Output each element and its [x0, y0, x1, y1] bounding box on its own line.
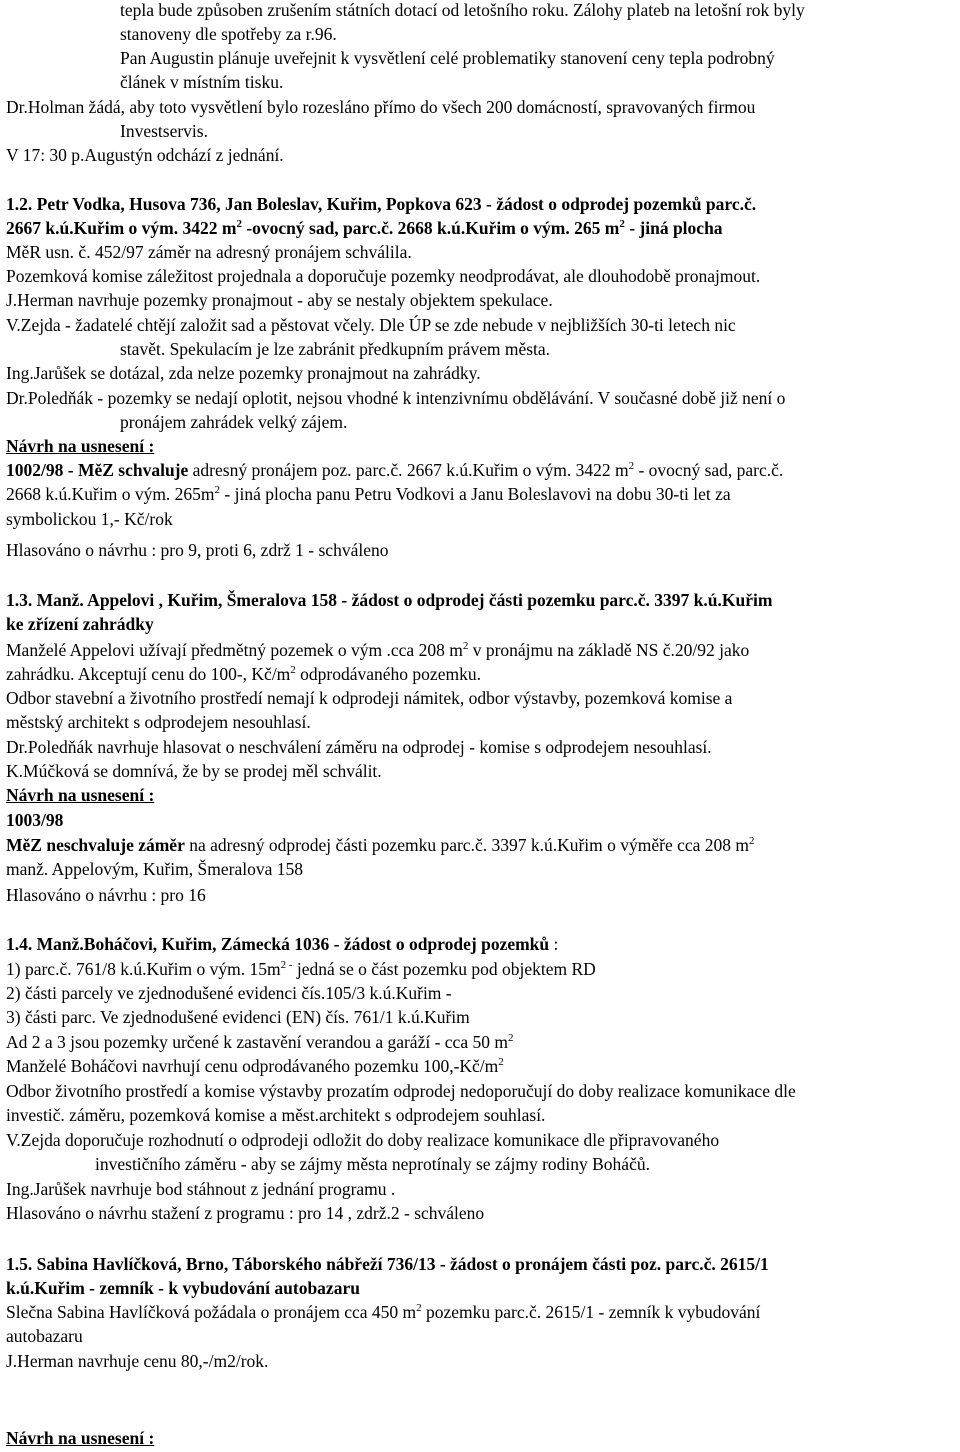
paragraph: Dr.Poledňák - pozemky se nedají oplotit, nejsou vhodné k intenzivnímu obdělávání. V současné době již není o pronájem zahrádek velký zájem. — [6, 388, 786, 433]
paragraph: Slečna Sabina Havlíčková požádala o pronájem cca 450 $m^2$ pozemku parc.č. 2615/1 - zemník k vybudování autobazaru — [6, 1302, 761, 1347]
paragraph: Manželé Appelovi užívají předmětný pozemek o vým .cca 208 $m^2$ v pronájmu na základě NS č.20/92 jako zahrádku. Akceptují cenu do 100-, $Kč/m^2$ odprodávaného pozemku. — [6, 640, 750, 685]
vote-result: Hlasováno o návrhu : pro 9, proti 6, zdrž 1 - schváleno — [6, 540, 389, 560]
list-item: 1) parc.č. 761/8 k.ú.Kuřim o vým. $15m^{2 -}$ jedná se o část pozemku pod objektem RD — [6, 959, 596, 979]
paragraph: Ing.Jarůšek se dotázal, zda nelze pozemky pronajmout na zahrádky. — [6, 363, 481, 383]
resolution-text: MěZ neschvaluje záměr na adresný odprodej části pozemku parc.č. 3397 k.ú.Kuřim o výměře cca 208 $m^2$ manž. Appelovým, Kuřim, Šmeralova 158 — [6, 835, 755, 880]
list-item: 2) části parcely ve zjednodušené evidenci čís.105/3 k.ú.Kuřim - — [6, 983, 452, 1003]
paragraph: Pozemková komise záležitost projednala a doporučuje pozemky neodprodávat, ale dlouhodobě pronajmout. — [6, 266, 761, 286]
proposal-heading: Návrh na usnesení : — [6, 1428, 155, 1448]
paragraph: Ad 2 a 3 jsou pozemky určené k zastavění verandou a garáží - cca 50 $m^2$ — [6, 1032, 514, 1052]
section-heading: 1.2. Petr Vodka, Husova 736, Jan Boleslav, Kuřim, Popkova 623 - žádost o odprodej pozemků parc.č. 2667 k.ú.Kuřim o vým. 3422 $m^2$ -ovocný sad, parc.č. 2668 k.ú.Kuřim o vým. 265 $m^2$ - jiná plocha — [6, 194, 757, 239]
paragraph: Odbor životního prostředí a komise výstavby prozatím odprodej nedoporučují do doby realizace komunikace dle investič. záměru, pozemková komise a měst.architekt s odprodejem souhlasí. — [6, 1081, 796, 1126]
vote-result: Hlasováno o návrhu : pro 16 — [6, 885, 206, 905]
proposal-heading: Návrh na usnesení : — [6, 436, 155, 456]
section-heading: 1.4. Manž.Boháčovi, Kuřim, Zámecká 1036 - žádost o odprodej pozemků : — [6, 934, 559, 954]
paragraph: MěR usn. č. 452/97 záměr na adresný pronájem schválila. — [6, 242, 412, 262]
paragraph: J.Herman navrhuje pozemky pronajmout - aby se nestaly objektem spekulace. — [6, 290, 553, 310]
paragraph: tepla bude způsoben zrušením státních dotací od letošního roku. Zálohy plateb na letošní rok byly stanoveny dle spotřeby za r.96. — [120, 0, 805, 45]
paragraph: K.Múčková se domnívá, že by se prodej měl schválit. — [6, 761, 382, 781]
resolution-text: 1002/98 - MěZ schvaluje adresný pronájem poz. parc.č. 2667 k.ú.Kuřim o vým. 3422 $m^2$ - ovocný sad, parc.č. 2668 k.ú.Kuřim o vým. $265m^2$ - jiná plocha panu Petru Vodkovi a Janu Boleslavovi na dobu 30-ti let za symbolickou 1,- Kč/rok — [6, 460, 784, 529]
paragraph: J.Herman navrhuje cenu 80,-/m2/rok. — [6, 1351, 269, 1371]
paragraph: Pan Augustin plánuje uveřejnit k vysvětlení celé problematiky stanovení ceny tepla podrobný článek v místním tisku. — [120, 48, 775, 93]
vote-result: Hlasováno o návrhu stažení z programu : pro 14 , zdrž.2 - schváleno — [6, 1203, 485, 1223]
paragraph: V.Zejda doporučuje rozhodnutí o odprodeji odložit do doby realizace komunikace dle připravovaného investičního záměru - aby se zájmy města neprotínaly se zájmy rodiny Boháčů. — [6, 1130, 720, 1175]
paragraph: V.Zejda - žadatelé chtějí založit sad a pěstovat včely. Dle ÚP se zde nebude v nejbližších 30-ti letech nic stavět. Spekulacím je lze zabránit předkupním právem města. — [6, 315, 736, 360]
resolution-number: 1003/98 — [6, 810, 64, 830]
paragraph: Manželé Boháčovi navrhují cenu odprodávaného pozemku $100,-Kč/m^2$ — [6, 1056, 504, 1076]
paragraph: Odbor stavební a životního prostředí nemají k odprodeji námitek, odbor výstavby, pozemková komise a městský architekt s odprodejem nesouhlasí. — [6, 688, 733, 733]
section-heading: 1.3. Manž. Appelovi , Kuřim, Šmeralova 158 - žádost o odprodej části pozemku parc.č. 3397 k.ú.Kuřim ke zřízení zahrádky — [6, 590, 773, 635]
paragraph: V 17: 30 p.Augustýn odchází z jednání. — [6, 145, 284, 165]
list-item: 3) části parc. Ve zjednodušené evidenci (EN) čís. 761/1 k.ú.Kuřim — [6, 1007, 470, 1027]
proposal-heading: Návrh na usnesení : — [6, 785, 155, 805]
paragraph: Ing.Jarůšek navrhuje bod stáhnout z jednání programu . — [6, 1179, 396, 1199]
section-heading: 1.5. Sabina Havlíčková, Brno, Táborského nábřeží 736/13 - žádost o pronájem části poz. parc.č. 2615/1 k.ú.Kuřim - zemník - k vybudování autobazaru — [6, 1254, 769, 1299]
paragraph: Dr.Holman žádá, aby toto vysvětlení bylo rozesláno přímo do všech 200 domácností, spravovaných firmou Investservis. — [6, 97, 756, 142]
paragraph: Dr.Poledňák navrhuje hlasovat o neschválení záměru na odprodej - komise s odprodejem nesouhlasí. — [6, 737, 712, 757]
